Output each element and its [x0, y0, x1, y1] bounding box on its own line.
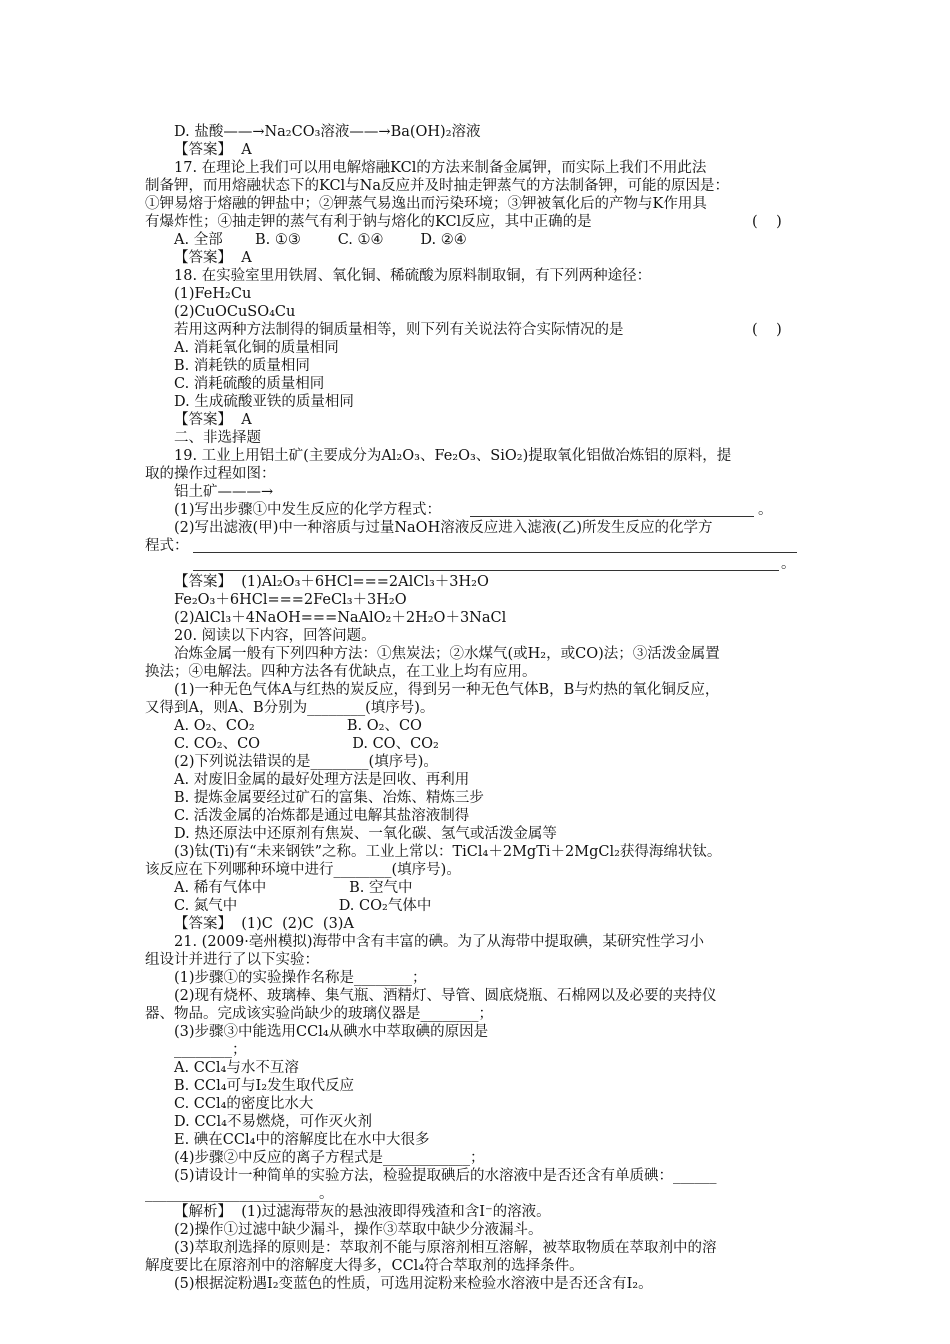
answer-blank[interactable]: [193, 570, 779, 571]
answer-paren: ( ): [752, 322, 782, 338]
text-line: (2)现有烧杯、玻璃棒、集气瓶、酒精灯、导管、圆底烧瓶、石棉网以及必要的夹持仪: [174, 988, 717, 1004]
option-line: A. CCl₄与水不互溶: [174, 1060, 299, 1076]
text-line: (2)写出滤液(甲)中一种溶质与过量NaOH溶液反应进入滤液(乙)所发生反应的化学方: [174, 520, 713, 536]
option-line: E. 碘在CCl₄中的溶解度比在水中大很多: [174, 1132, 430, 1148]
text-line: ________________________。: [145, 1186, 334, 1202]
question-21: 21. (2009·亳州模拟)海带中含有丰富的碘。为了从海带中提取碘，某研究性学习小: [174, 934, 704, 950]
text-line: 又得到A，则A、B分别为________(填序号)。: [145, 700, 435, 716]
answer-line: 【答案】 A: [174, 142, 252, 158]
text-line: (5)请设计一种简单的实验方法，检验提取碘后的水溶液中是否还含有单质碘：______: [174, 1168, 717, 1184]
period: 。: [758, 502, 773, 518]
text-line: 程式：: [145, 538, 189, 554]
text-line: (1)FeH₂Cu: [174, 286, 252, 302]
section-heading: 二、非选择题: [174, 430, 261, 446]
text-line: (1)写出步骤①中发生反应的化学方程式：: [174, 502, 442, 518]
period: 。: [781, 556, 796, 572]
option-line: D. CCl₄不易燃烧，可作灭火剂: [174, 1114, 372, 1130]
text-line: (5)根据淀粉遇I₂变蓝色的性质，可选用淀粉来检验水溶液中是否还含有I₂。: [174, 1276, 653, 1292]
text-line: (2)操作①过滤中缺少漏斗，操作③萃取中缺少分液漏斗。: [174, 1222, 543, 1238]
text-line: D. 盐酸——→Na₂CO₃溶液——→Ba(OH)₂溶液: [174, 124, 481, 140]
option-line: A. O₂、CO₂ B. O₂、CO: [174, 718, 422, 734]
text-line: (2)下列说法错误的是________(填序号)。: [174, 754, 438, 770]
answer-blank[interactable]: [193, 552, 797, 553]
analysis-line: 【解析】 (1)过滤海带灰的悬浊液即得残渣和含I⁻的溶液。: [174, 1204, 551, 1220]
text-line: 制备钾，而用熔融状态下的KCl与Na反应并及时抽走钾蒸气的方法制备钾，可能的原因是：: [145, 178, 730, 194]
option-line: C. CCl₄的密度比水大: [174, 1096, 314, 1112]
text-line: 器、物品。完成该实验尚缺少的玻璃仪器是________；: [145, 1006, 493, 1022]
text-line: 换法；④电解法。四种方法各有优缺点，在工业上均有应用。: [145, 664, 537, 680]
text-line: (1)步骤①的实验操作名称是________；: [174, 970, 427, 986]
option-line: C. 活泼金属的冶炼都是通过电解其盐溶液制得: [174, 808, 470, 824]
answer-line: 【答案】 (1)C (2)C (3)A: [174, 916, 354, 932]
text-line: ①钾易熔于熔融的钾盐中；②钾蒸气易逸出而污染环境；③钾被氧化后的产物与K作用具: [145, 196, 707, 212]
option-line: B. 提炼金属要经过矿石的富集、冶炼、精炼三步: [174, 790, 484, 806]
option-line: A. 消耗氧化铜的质量相同: [174, 340, 339, 356]
text-line: ________；: [174, 1042, 247, 1058]
text-line: 铝土矿———→: [174, 484, 274, 500]
option-line: A. 稀有气体中 B. 空气中: [174, 880, 413, 896]
option-line: B. CCl₄可与I₂发生取代反应: [174, 1078, 355, 1094]
option-line: C. 氮气中 D. CO₂气体中: [174, 898, 432, 914]
text-line: (1)一种无色气体A与红热的炭反应，得到另一种无色气体B，B与灼热的氧化铜反应，: [174, 682, 720, 698]
text-line: Fe₂O₃＋6HCl===2FeCl₃＋3H₂O: [174, 592, 407, 608]
answer-line: 【答案】 A: [174, 250, 252, 266]
question-18: 18. 在实验室里用铁屑、氧化铜、稀硫酸为原料制取铜，有下列两种途径：: [174, 268, 652, 284]
answer-line: 【答案】 (1)Al₂O₃＋6HCl===2AlCl₃＋3H₂O: [174, 574, 489, 590]
answer-line: 【答案】 A: [174, 412, 252, 428]
text-line: (2)AlCl₃＋4NaOH===NaAlO₂＋2H₂O＋3NaCl: [174, 610, 507, 626]
option-line: B. 消耗铁的质量相同: [174, 358, 310, 374]
option-line: D. 热还原法中还原剂有焦炭、一氧化碳、氢气或活泼金属等: [174, 826, 557, 842]
question-19: 19. 工业上用铝土矿(主要成分为Al₂O₃、Fe₂O₃、SiO₂)提取氧化铝做冶炼铝的原料，提: [174, 448, 732, 464]
text-line: 组设计并进行了以下实验：: [145, 952, 319, 968]
text-line: (3)步骤③中能选用CCl₄从碘水中萃取碘的原因是: [174, 1024, 489, 1040]
option-line: D. 生成硫酸亚铁的质量相同: [174, 394, 354, 410]
text-line: 该反应在下列哪种环境中进行________(填序号)。: [145, 862, 461, 878]
answer-paren: ( ): [752, 214, 782, 230]
text-line: 解度要比在原溶剂中的溶解度大得多，CCl₄符合萃取剂的选择条件。: [145, 1258, 584, 1274]
text-line: 冶炼金属一般有下列四种方法：①焦炭法；②水煤气(或H₂，或CO)法；③活泼金属置: [174, 646, 720, 662]
answer-blank[interactable]: [470, 516, 754, 517]
text-line: (3)萃取剂选择的原则是：萃取剂不能与原溶剂相互溶解，被萃取物质在萃取剂中的溶: [174, 1240, 717, 1256]
option-line: A. 全部 B. ①③ C. ①④ D. ②④: [174, 232, 467, 248]
option-line: A. 对废旧金属的最好处理方法是回收、再利用: [174, 772, 470, 788]
text-line: (3)钛(Ti)有“未来钢铁”之称。工业上常以：TiCl₄＋2MgTi＋2MgCl₂获得海绵状钛。: [174, 844, 722, 860]
text-line: (4)步骤②中反应的离子方程式是____________；: [174, 1150, 485, 1166]
option-line: C. CO₂、CO D. CO、CO₂: [174, 736, 439, 752]
question-20: 20. 阅读以下内容，回答问题。: [174, 628, 376, 644]
text-line: 有爆炸性；④抽走钾的蒸气有利于钠与熔化的KCl反应，其中正确的是: [145, 214, 592, 230]
text-line: (2)CuOCuSO₄Cu: [174, 304, 296, 320]
option-line: C. 消耗硫酸的质量相同: [174, 376, 325, 392]
text-line: 若用这两种方法制得的铜质量相等，则下列有关说法符合实际情况的是: [174, 322, 624, 338]
question-17: 17. 在理论上我们可以用电解熔融KCl的方法来制备金属钾，而实际上我们不用此法: [174, 160, 707, 176]
text-line: 取的操作过程如图：: [145, 466, 276, 482]
